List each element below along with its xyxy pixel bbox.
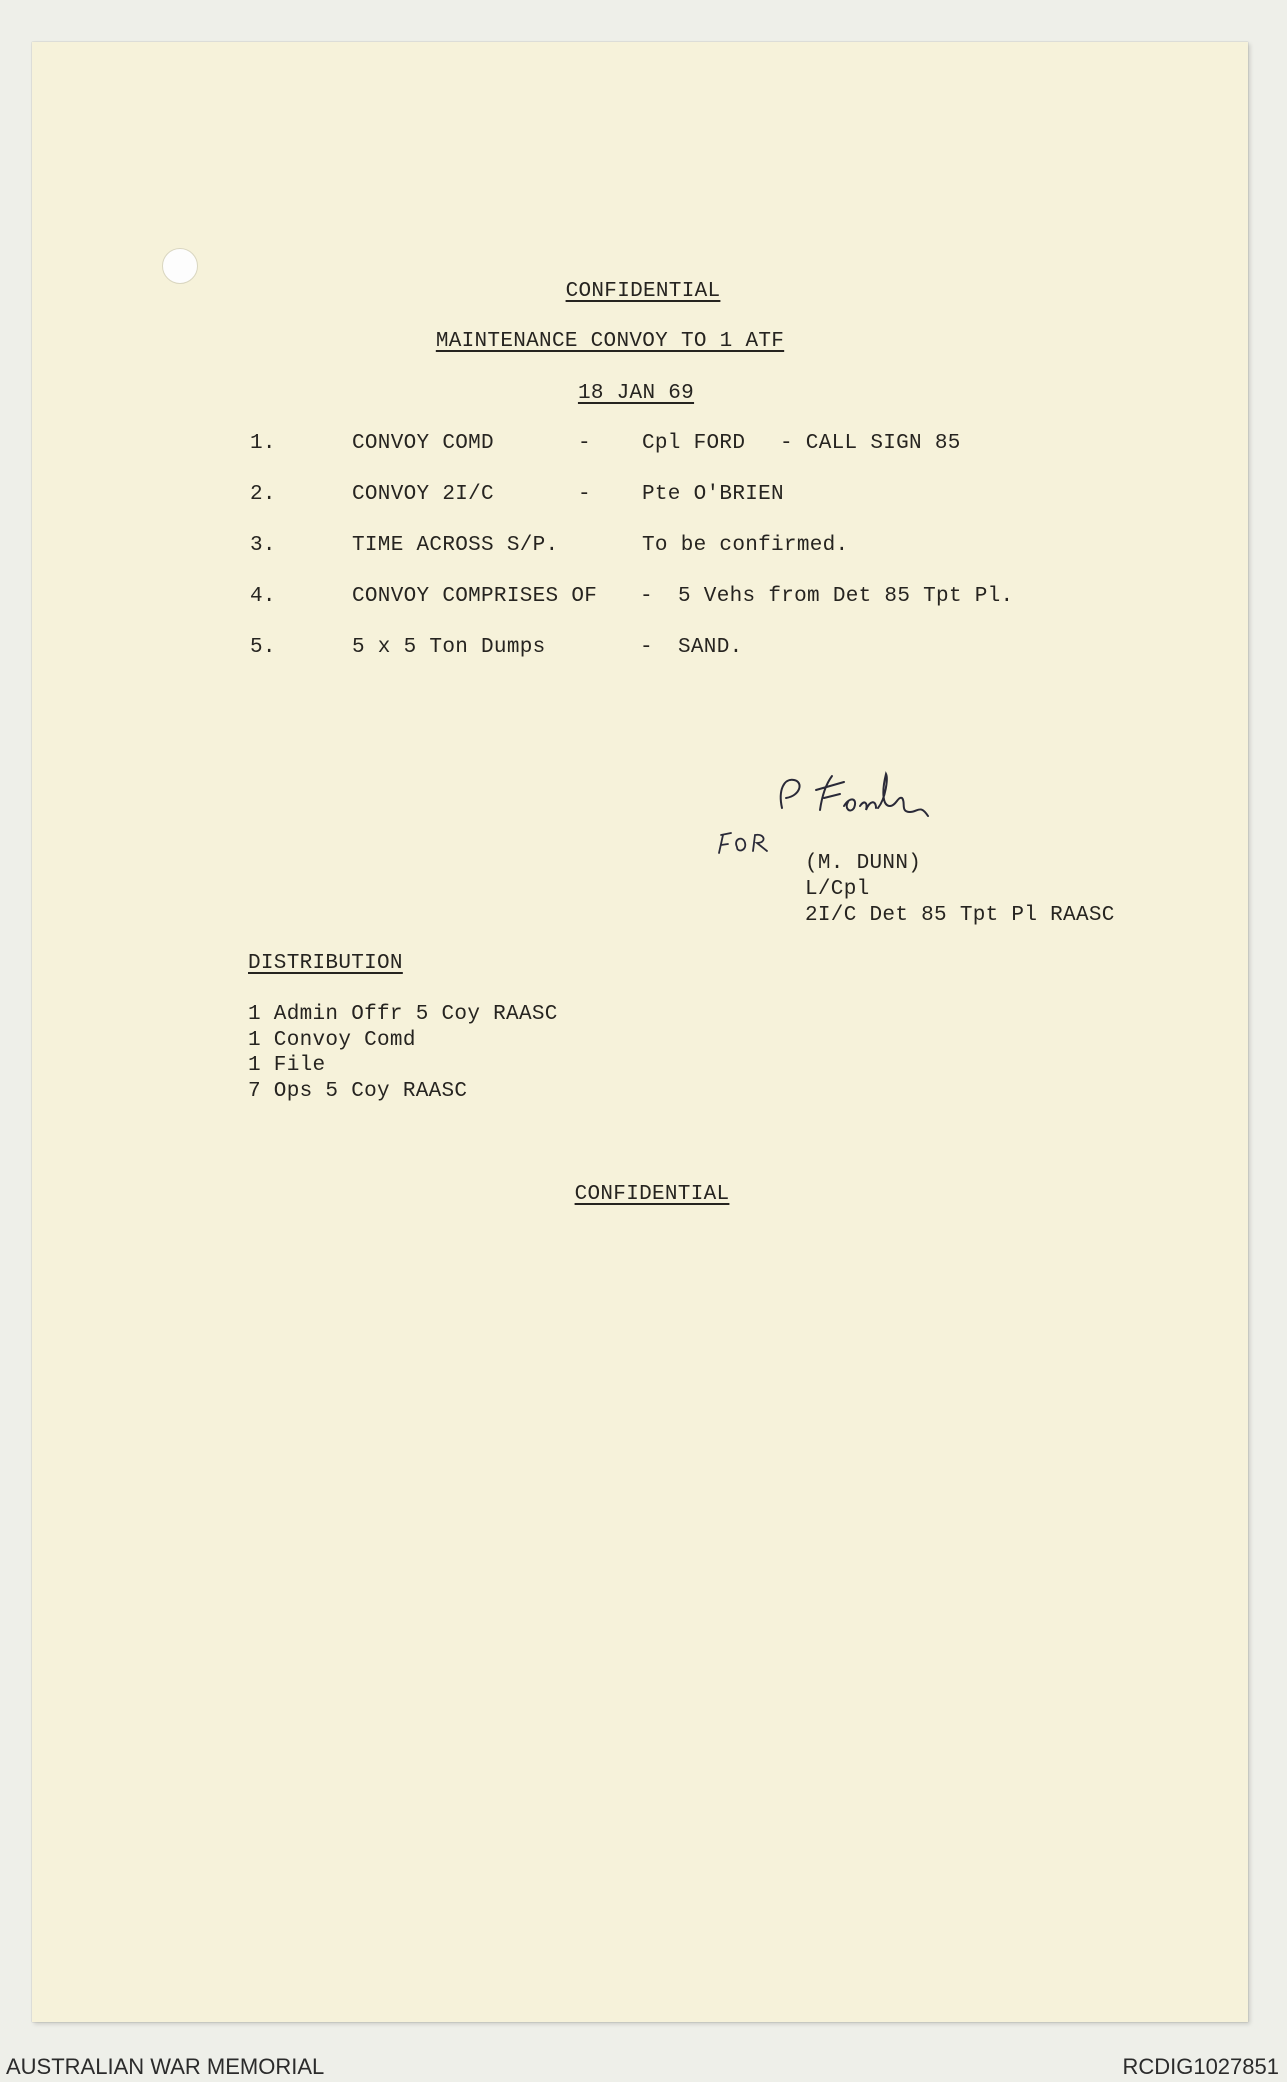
item-number: 5. (250, 636, 276, 659)
item-value: Cpl FORD (642, 432, 746, 455)
item-label: TIME ACROSS S/P. (352, 534, 559, 557)
distribution-line: 1 File (248, 1054, 326, 1077)
distribution-line: 1 Admin Offr 5 Coy RAASC (248, 1003, 558, 1026)
item-label: 5 x 5 Ton Dumps (352, 636, 546, 659)
item-number: 1. (250, 432, 276, 455)
archive-source: AUSTRALIAN WAR MEMORIAL (6, 2054, 325, 2079)
signatory-appointment: 2I/C Det 85 Tpt Pl RAASC (805, 904, 1115, 927)
distribution-heading: DISTRIBUTION (248, 952, 403, 975)
document-date: 18 JAN 69 (577, 382, 695, 405)
distribution-line: 1 Convoy Comd (248, 1029, 416, 1052)
document-title: MAINTENANCE CONVOY TO 1 ATF (435, 330, 785, 353)
handwritten-signature (770, 760, 940, 830)
classification-bottom: CONFIDENTIAL (574, 1183, 730, 1206)
item-dash: - (640, 636, 653, 659)
item-value: To be confirmed. (642, 534, 849, 557)
item-value: 5 Vehs from Det 85 Tpt Pl. (678, 585, 1014, 608)
item-number: 2. (250, 483, 276, 506)
classification-top: CONFIDENTIAL (565, 280, 721, 303)
item-dash: - (640, 585, 653, 608)
item-number: 4. (250, 585, 276, 608)
item-extra: - CALL SIGN 85 (780, 432, 961, 455)
item-label: CONVOY 2I/C (352, 483, 494, 506)
item-label: CONVOY COMPRISES OF (352, 585, 598, 608)
item-value: SAND. (678, 636, 743, 659)
item-value: Pte O'BRIEN (642, 483, 784, 506)
item-number: 3. (250, 534, 276, 557)
archive-id: RCDIG1027851 (1122, 2054, 1279, 2079)
signatory-rank: L/Cpl (805, 878, 870, 901)
item-dash: - (578, 483, 591, 506)
item-label: CONVOY COMD (352, 432, 494, 455)
item-dash: - (578, 432, 591, 455)
handwritten-for (715, 825, 775, 860)
signatory-name: (M. DUNN) (805, 852, 922, 875)
distribution-line: 7 Ops 5 Coy RAASC (248, 1080, 468, 1103)
punch-hole (162, 248, 198, 284)
